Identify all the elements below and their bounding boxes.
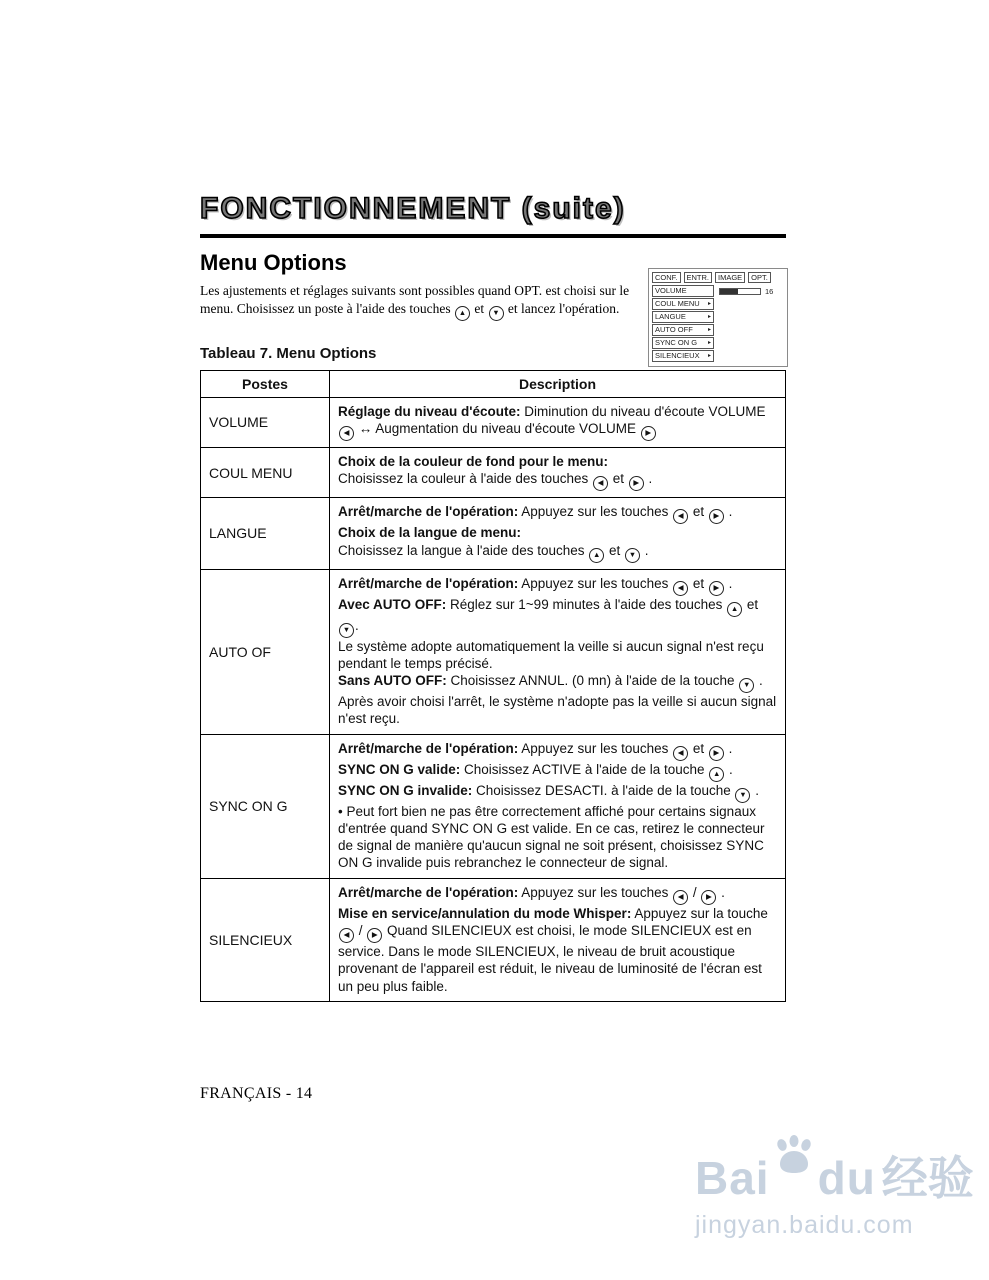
chevron-right-icon: ▸: [707, 301, 711, 307]
osd-item: [652, 285, 714, 297]
options-table-body: [201, 397, 786, 1001]
table-row: [201, 569, 786, 734]
chevron-right-icon: ▸: [707, 314, 711, 320]
text-segment: Arrêt/marche de l'opération:: [338, 884, 519, 900]
osd-item: [652, 311, 714, 323]
text-line: [338, 503, 777, 524]
text-segment: .: [724, 575, 733, 591]
text-line: [338, 542, 777, 563]
up-arrow-icon: ▲: [727, 602, 742, 617]
chevron-right-icon: ▸: [707, 327, 711, 333]
table-header: [201, 370, 786, 397]
osd-item-row: [652, 311, 784, 323]
left-arrow-icon: ◀: [673, 581, 688, 596]
poste-cell: VOLUME: [201, 397, 330, 447]
left-arrow-icon: ◀: [593, 476, 608, 491]
volume-value: 16: [765, 286, 774, 296]
text-segment: Appuyez sur la touche: [631, 905, 768, 921]
watermark-url: jingyan.baidu.com: [695, 1211, 914, 1239]
osd-item-row: [652, 324, 784, 336]
watermark-brand-cn: 经验: [881, 1152, 974, 1204]
left-arrow-icon: ◀: [673, 746, 688, 761]
text-segment: Choix de la couleur de fond pour le menu:: [338, 454, 609, 470]
text-segment: et: [605, 542, 624, 558]
text-line: [338, 782, 777, 803]
text-segment: et: [689, 575, 708, 591]
up-arrow-icon: ▲: [589, 548, 604, 563]
down-arrow-icon: ▼: [735, 788, 750, 803]
menu-options-table: [200, 370, 786, 1002]
text-segment: /: [355, 923, 367, 938]
text-segment: SYNC ON G invalide:: [338, 782, 473, 798]
text-segment: et: [608, 471, 628, 487]
table-row: [201, 397, 786, 447]
text-segment: et lancez l'opération.: [504, 300, 620, 316]
volume-bar-fill: [720, 289, 738, 294]
chevron-right-icon: ▸: [707, 353, 711, 359]
text-segment: Sans AUTO OFF:: [338, 673, 447, 689]
watermark-brand-pre: Bai: [695, 1152, 770, 1204]
osd-item-row: [652, 350, 784, 362]
text-line: [338, 672, 777, 693]
text-segment: Le système adopte automatiquement la veille si aucun signal n'est reçu pendant le temps précisé.: [338, 638, 764, 671]
osd-item-row: [652, 285, 784, 297]
text-segment: /: [689, 884, 701, 900]
section-title: Menu Options: [200, 250, 347, 275]
text-segment: .: [355, 617, 359, 633]
text-line: [338, 884, 777, 905]
text-segment: Choisissez la couleur à l'aide des touches: [338, 471, 592, 487]
text-line: [338, 761, 777, 782]
down-arrow-icon: ▼: [739, 678, 754, 693]
osd-item-label: SILENCIEUX: [655, 351, 700, 360]
text-segment: Avec AUTO OFF:: [338, 596, 447, 612]
paw-icon: [772, 1135, 816, 1175]
page-number: FRANÇAIS - 14: [200, 1085, 313, 1102]
text-segment: Appuyez sur les touches: [518, 884, 673, 900]
osd-item-label: AUTO OFF: [655, 325, 693, 334]
text-line: [338, 740, 777, 761]
text-line: [338, 524, 777, 541]
text-segment: Quand SILENCIEUX est choisi, le mode SILENCIEUX est en service. Dans le mode SILENCIEUX, le niveau de bruit acoustique provenant de l'appareil est réduit, le niveau de luminosité de l'écran est un peu plus faible.: [338, 923, 762, 994]
poste-cell: LANGUE: [201, 498, 330, 569]
text-segment: Arrêt/marche de l'opération:: [338, 740, 519, 756]
text-segment: et: [689, 504, 708, 520]
osd-menu-figure: [648, 268, 788, 367]
watermark-brand-post: du: [817, 1152, 876, 1204]
text-segment: Arrêt/marche de l'opération:: [338, 575, 519, 591]
text-line: [338, 575, 777, 596]
description-cell: [330, 397, 786, 447]
text-segment: et: [471, 300, 488, 316]
text-segment: Choisissez la langue à l'aide des touches: [338, 542, 589, 558]
text-segment: Choisissez DESACTI. à l'aide de la touche: [472, 782, 735, 798]
poste-cell: AUTO OF: [201, 569, 330, 734]
table-header-row: [201, 370, 786, 397]
text-segment: Choix de la langue de menu:: [338, 525, 522, 541]
osd-item-row: [652, 337, 784, 349]
description-cell: [330, 878, 786, 1001]
right-arrow-icon: ▶: [641, 426, 656, 441]
osd-item-label: SYNC ON G: [655, 338, 698, 347]
osd-item: [652, 324, 714, 336]
osd-tab: CONF.: [652, 272, 681, 283]
text-segment: .: [751, 782, 759, 798]
left-arrow-icon: ◀: [673, 890, 688, 905]
text-segment: SYNC ON G valide:: [338, 761, 461, 777]
osd-item: [652, 350, 714, 362]
text-segment: Appuyez sur les touches: [518, 504, 673, 520]
right-arrow-icon: ▶: [701, 890, 716, 905]
poste-cell: SYNC ON G: [201, 734, 330, 878]
osd-tab: OPT.: [748, 272, 771, 283]
osd-item-label: COUL MENU: [655, 299, 700, 308]
description-cell: [330, 448, 786, 498]
right-arrow-icon: ▶: [709, 746, 724, 761]
text-segment: Après avoir choisi l'arrêt, le système n'adopte pas la veille si aucun signal n'est reçu.: [338, 694, 777, 727]
text-line: [338, 420, 777, 441]
volume-bar: [719, 288, 761, 295]
text-segment: .: [724, 504, 733, 520]
text-segment: Réglage du niveau d'écoute:: [338, 403, 521, 419]
description-cell: [330, 569, 786, 734]
down-arrow-icon: ▼: [489, 306, 504, 321]
left-arrow-icon: ◀: [673, 509, 688, 524]
intro-paragraph: [200, 282, 645, 321]
text-line: [338, 693, 777, 728]
text-segment: ↔ Augmentation du niveau d'écoute VOLUME: [355, 421, 640, 437]
table-row: [201, 734, 786, 878]
text-segment: .: [644, 471, 653, 487]
text-segment: .: [755, 673, 763, 689]
text-segment: Appuyez sur les touches: [518, 740, 673, 756]
poste-cell: SILENCIEUX: [201, 878, 330, 1001]
text-segment: et: [689, 740, 708, 756]
left-arrow-icon: ◀: [339, 426, 354, 441]
down-arrow-icon: ▼: [339, 623, 354, 638]
description-cell: [330, 498, 786, 569]
osd-tab: IMAGE: [715, 272, 745, 283]
up-arrow-icon: ▲: [709, 767, 724, 782]
text-segment: Choisissez ANNUL. (0 mn) à l'aide de la touche: [446, 673, 739, 689]
text-segment: .: [724, 740, 733, 756]
right-arrow-icon: ▶: [367, 928, 382, 943]
text-line: [338, 403, 777, 420]
text-line: [338, 596, 777, 638]
text-segment: Arrêt/marche de l'opération:: [338, 504, 519, 520]
up-arrow-icon: ▲: [455, 306, 470, 321]
chevron-right-icon: ▸: [707, 340, 711, 346]
text-segment: .: [717, 884, 725, 900]
column-header-postes: Postes: [201, 370, 330, 397]
left-arrow-icon: ◀: [339, 928, 354, 943]
text-segment: Les ajustements et réglages suivants sont possibles quand OPT. est choisi sur le menu. Choisissez un poste à l'aide des touches: [200, 283, 630, 316]
osd-tab: ENTR.: [684, 272, 713, 283]
osd-item: [652, 298, 714, 310]
text-segment: Appuyez sur les touches: [518, 575, 673, 591]
osd-item-label: VOLUME: [655, 286, 687, 295]
baidu-watermark: [695, 1135, 974, 1240]
column-header-description: Description: [330, 370, 786, 397]
text-segment: et: [743, 596, 759, 612]
text-segment: .: [641, 542, 649, 558]
text-line: [338, 905, 777, 995]
table-row: [201, 878, 786, 1001]
table-row: [201, 498, 786, 569]
right-arrow-icon: ▶: [709, 509, 724, 524]
text-segment: Choisissez ACTIVE à l'aide de la touche: [460, 761, 709, 777]
osd-item-list: [652, 285, 784, 362]
text-line: [338, 470, 777, 491]
text-segment: Mise en service/annulation du mode Whisper:: [338, 905, 632, 921]
down-arrow-icon: ▼: [625, 548, 640, 563]
page-header-title: FONCTIONNEMENT (suite): [200, 192, 786, 238]
osd-item-label: LANGUE: [655, 312, 686, 321]
description-cell: [330, 734, 786, 878]
osd-tab-row: [652, 272, 784, 283]
text-segment: .: [725, 761, 733, 777]
right-arrow-icon: ▶: [709, 581, 724, 596]
text-segment: Réglez sur 1~99 minutes à l'aide des touches: [446, 596, 727, 612]
text-line: [338, 803, 777, 872]
text-segment: Diminution du niveau d'écoute VOLUME: [520, 403, 766, 419]
table-row: [201, 448, 786, 498]
table-caption: Tableau 7. Menu Options: [200, 344, 377, 362]
text-line: [338, 453, 777, 470]
poste-cell: COUL MENU: [201, 448, 330, 498]
text-segment: • Peut fort bien ne pas être correctement affiché pour certains signaux d'entrée quand SYNC ON G est valide. En ce cas, retirez le connecteur de signal de manière qu'aucun signal ne soit présent, choisissez SYNC ON G invalide puis rebranchez le connecteur de signal.: [338, 803, 765, 871]
right-arrow-icon: ▶: [629, 476, 644, 491]
watermark-brand-row: [695, 1135, 974, 1204]
osd-item: [652, 337, 714, 349]
osd-item-row: [652, 298, 784, 310]
text-line: [338, 638, 777, 673]
